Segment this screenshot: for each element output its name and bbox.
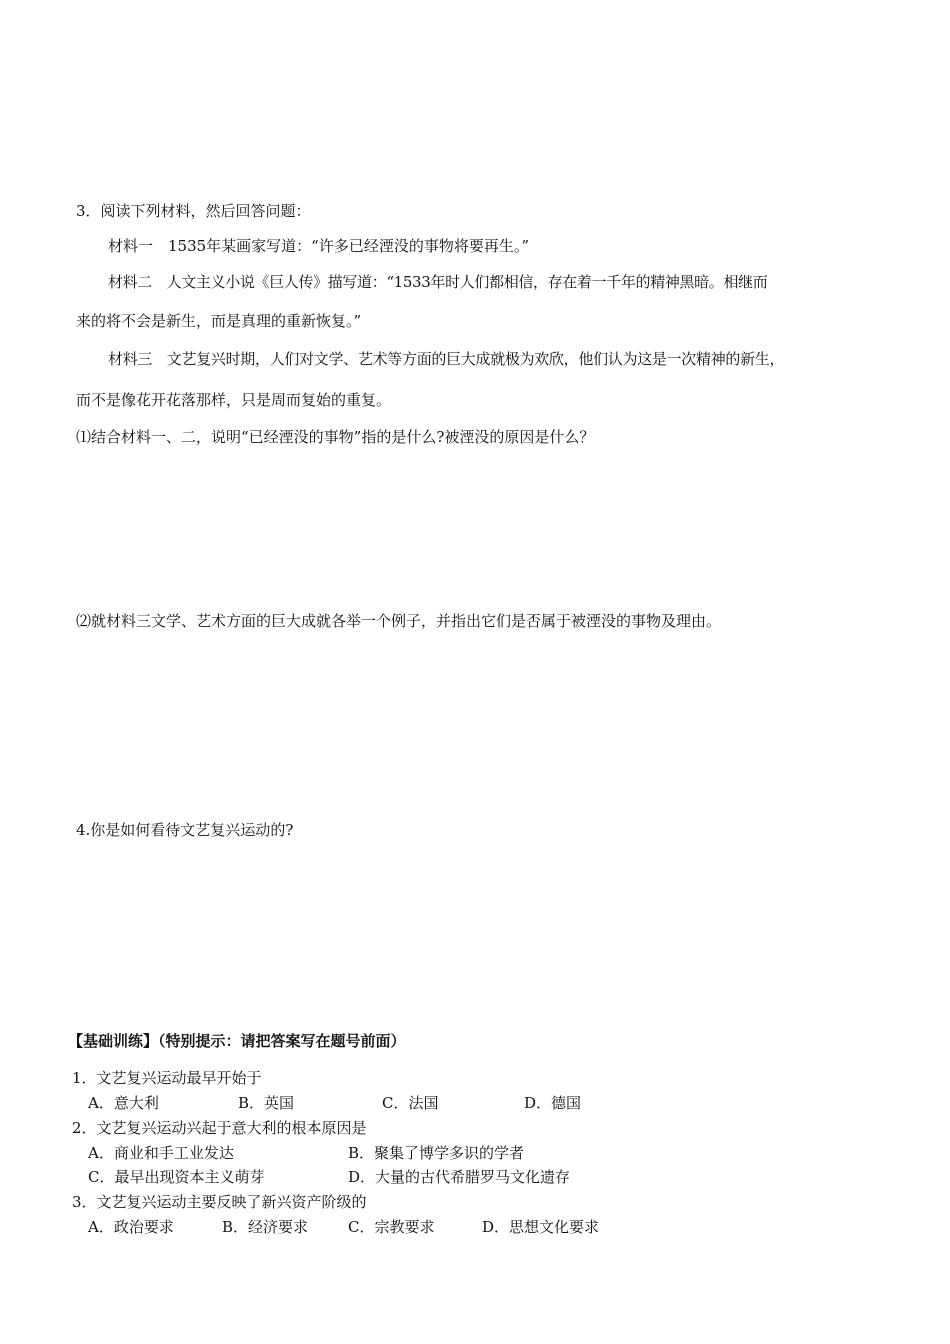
- material-1: 材料一 1535年某画家写道：“许多已经湮没的事物将要再生。”: [108, 237, 530, 255]
- question-3-intro: 3．阅读下列材料，然后回答问题：: [76, 202, 311, 220]
- mc-question-1-option-d: D．德国: [524, 1094, 582, 1112]
- mc-question-2-option-a: A．商业和手工业发达: [88, 1144, 234, 1162]
- mc-question-3-stem: 3．文艺复兴运动主要反映了新兴资产阶级的: [72, 1193, 367, 1211]
- mc-question-2-option-c: C．最早出现资本主义萌芽: [88, 1168, 265, 1186]
- sub-question-1: ⑴结合材料一、二，说明“已经湮没的事物”指的是什么?被湮没的原因是什么？: [76, 428, 595, 446]
- mc-question-3-option-d: D．思想文化要求: [482, 1218, 600, 1236]
- mc-question-2-stem: 2．文艺复兴运动兴起于意大利的根本原因是: [72, 1119, 367, 1137]
- mc-question-2-option-d: D．大量的古代希腊罗马文化遗存: [348, 1168, 571, 1186]
- mc-question-2-option-b: B．聚集了博学多识的学者: [348, 1144, 525, 1162]
- question-4: 4.你是如何看待文艺复兴运动的?: [76, 821, 294, 839]
- mc-question-1-stem: 1．文艺复兴运动最早开始于: [72, 1069, 262, 1087]
- basic-training-heading: 【基础训练】（特别提示：请把答案写在题号前面）: [68, 1032, 406, 1050]
- material-3-line-1: 材料三 文艺复兴时期，人们对文学、艺术等方面的巨大成就极为欢欣，他们认为这是一次精神的新生，: [108, 350, 785, 368]
- mc-question-3-option-a: A．政治要求: [88, 1218, 174, 1236]
- material-2-line-2: 来的将不会是新生，而是真理的重新恢复。”: [76, 312, 362, 330]
- mc-question-3-option-c: C．宗教要求: [348, 1218, 435, 1236]
- mc-question-1-option-c: C．法国: [382, 1094, 439, 1112]
- material-3-line-2: 而不是像花开花落那样，只是周而复始的重复。: [76, 391, 392, 409]
- mc-question-1-option-a: A．意大利: [88, 1094, 159, 1112]
- material-2-line-1: 材料二 人文主义小说《巨人传》描写道：“1533年时人们都相信，存在着一千年的精神黑暗。相继而: [108, 273, 768, 291]
- sub-question-2: ⑵就材料三文学、艺术方面的巨大成就各举一个例子，并指出它们是否属于被湮没的事物及理由。: [76, 612, 722, 630]
- mc-question-3-option-b: B．经济要求: [222, 1218, 309, 1236]
- mc-question-1-option-b: B．英国: [238, 1094, 295, 1112]
